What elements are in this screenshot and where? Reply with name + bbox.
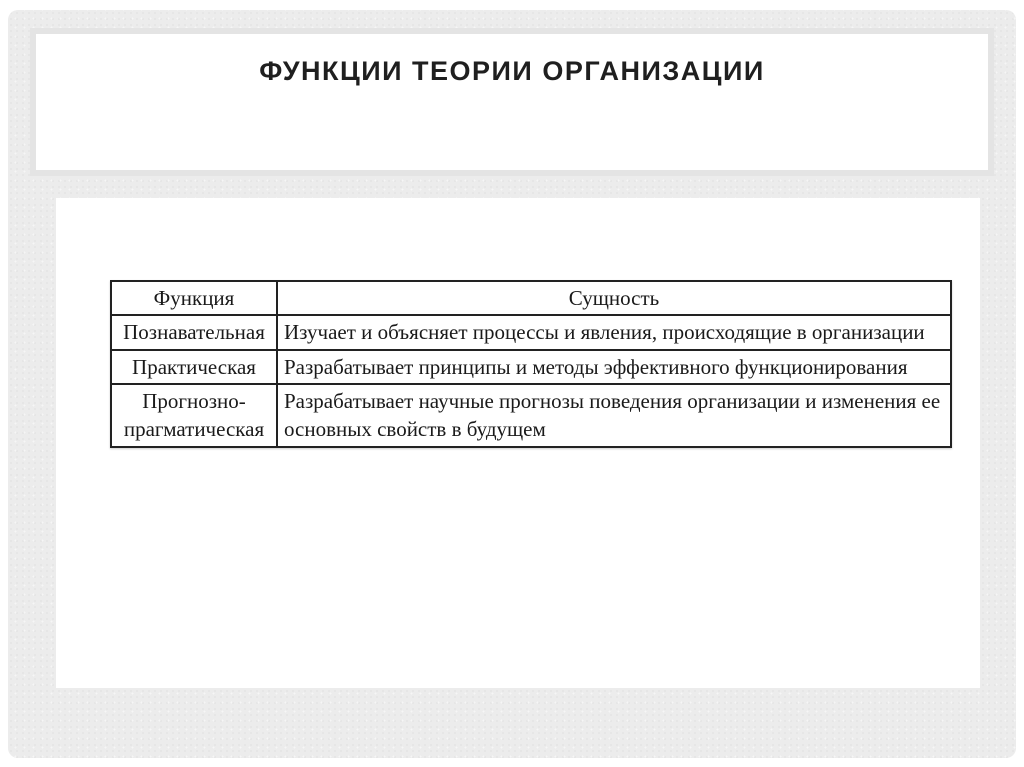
cell-function: Познавательная (111, 315, 277, 349)
cell-essence: Разрабатывает научные прогнозы поведения организации и изменения ее основных свойств в будущем (277, 384, 951, 447)
table-row (111, 350, 951, 384)
table-header-row (111, 281, 951, 315)
slide (8, 10, 1016, 758)
header-essence: Сущность (277, 281, 951, 315)
cell-essence: Разрабатывает принципы и методы эффективного функционирования (277, 350, 951, 384)
content-box (56, 198, 980, 688)
table-row (111, 315, 951, 349)
cell-function: Практическая (111, 350, 277, 384)
slide-title: ФУНКЦИИ ТЕОРИИ ОРГАНИЗАЦИИ (259, 56, 765, 86)
cell-function: Прогнозно-прагматическая (111, 384, 277, 447)
functions-table (110, 280, 952, 448)
header-function: Функция (111, 281, 277, 315)
cell-essence: Изучает и объясняет процессы и явления, происходящие в организации (277, 315, 951, 349)
title-box (30, 28, 994, 176)
table-row (111, 384, 951, 447)
